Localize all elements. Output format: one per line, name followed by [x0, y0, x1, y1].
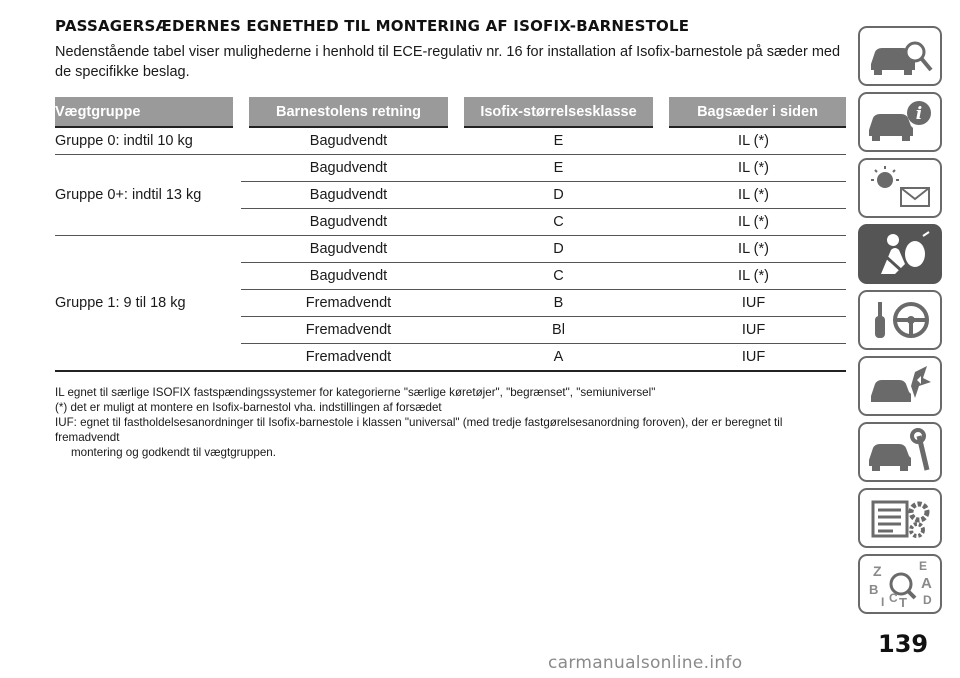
- note-iuf: IUF: egnet til fastholdelsesanordninger til Isofix-barnestole i klassen "universal" (med tredje fastgørelsesanordning foroven), der er beregnet til fremadvendt: [55, 416, 783, 444]
- chapter-tab-warning-lights[interactable]: [858, 158, 942, 218]
- seat-direction-cell: Bagudvendt: [241, 209, 456, 236]
- header-seat-direction: Barnestolens retning: [241, 97, 456, 127]
- rear-seat-cell: IL (*): [661, 236, 846, 263]
- table-row: [55, 127, 846, 155]
- chapter-tab-knowing-car[interactable]: [858, 26, 942, 86]
- seat-direction-cell: Fremadvendt: [241, 344, 456, 372]
- group-label: Gruppe 0+: indtil 13 kg: [55, 155, 241, 236]
- chapter-tab-dashboard[interactable]: [858, 92, 942, 152]
- note-iuf-continued: montering og godkendt til vægtgruppen.: [71, 446, 276, 459]
- car-accident-icon: [865, 362, 935, 410]
- rear-seat-cell: IL (*): [661, 182, 846, 209]
- watermark: carmanualsonline.info: [548, 653, 743, 673]
- chapter-tab-starting-driving[interactable]: [858, 290, 942, 350]
- car-search-icon: [865, 32, 935, 80]
- rear-seat-cell: IUF: [661, 317, 846, 344]
- size-class-cell: B: [456, 290, 661, 317]
- key-steering-wheel-icon: [865, 296, 935, 344]
- car-info-icon: [865, 98, 935, 146]
- size-class-cell: C: [456, 209, 661, 236]
- passenger-airbag-icon: [865, 230, 935, 278]
- seat-direction-cell: Fremadvendt: [241, 317, 456, 344]
- page-title: PASSAGERSÆDERNES EGNETHED TIL MONTERING AF ISOFIX-BARNESTOLE: [55, 17, 690, 35]
- rear-seat-cell: IUF: [661, 344, 846, 372]
- page-number: 139: [878, 630, 929, 658]
- note-il: IL egnet til særlige ISOFIX fastspændingssystemer for kategorierne "særlige køretøjer", "begrænset", "semiuniversel": [55, 386, 656, 399]
- size-class-cell: E: [456, 155, 661, 182]
- seat-direction-cell: Bagudvendt: [241, 155, 456, 182]
- rear-seat-cell: IL (*): [661, 263, 846, 290]
- specifications-gear-icon: [865, 494, 935, 542]
- table-row: [55, 155, 846, 182]
- rear-seat-cell: IL (*): [661, 155, 846, 182]
- car-wrench-icon: [865, 428, 935, 476]
- size-class-cell: D: [456, 182, 661, 209]
- index-letter: T: [899, 595, 907, 608]
- chapter-tab-technical-data[interactable]: [858, 488, 942, 548]
- index-letter: A: [921, 575, 932, 592]
- table-notes: [55, 385, 845, 460]
- size-class-cell: Bl: [456, 317, 661, 344]
- index-letter: Z: [873, 563, 882, 579]
- rear-seat-cell: IUF: [661, 290, 846, 317]
- alphabetical-index-icon: [865, 560, 935, 608]
- chapter-tab-emergency[interactable]: [858, 356, 942, 416]
- intro-text: Nedenstående tabel viser mulighederne i henhold til ECE-regulativ nr. 16 for installation af Isofix-barnestole på sæder med de specifikke beslag.: [55, 44, 841, 80]
- warning-light-message-icon: [865, 164, 935, 212]
- header-weight-group: Vægtgruppe: [55, 97, 241, 127]
- group-label: Gruppe 0: indtil 10 kg: [55, 127, 241, 155]
- isofix-table: [55, 97, 846, 372]
- table-header-row: [55, 97, 846, 127]
- seat-direction-cell: Bagudvendt: [241, 182, 456, 209]
- svg-text:i: i: [915, 104, 923, 124]
- seat-direction-cell: Fremadvendt: [241, 290, 456, 317]
- chapter-tab-safety[interactable]: [858, 224, 942, 284]
- size-class-cell: A: [456, 344, 661, 372]
- note-asterisk: (*) det er muligt at montere en Isofix-barnestol vha. indstillingen af forsædet: [55, 401, 442, 414]
- size-class-cell: C: [456, 263, 661, 290]
- chapter-tab-maintenance[interactable]: [858, 422, 942, 482]
- chapter-tab-index[interactable]: [858, 554, 942, 614]
- index-letter: B: [869, 582, 879, 597]
- seat-direction-cell: Bagudvendt: [241, 263, 456, 290]
- header-isofix-size: Isofix-størrelsesklasse: [456, 97, 661, 127]
- index-letter: E: [919, 560, 928, 573]
- seat-direction-cell: Bagudvendt: [241, 236, 456, 263]
- seat-direction-cell: Bagudvendt: [241, 127, 456, 155]
- table-row: [55, 236, 846, 263]
- index-letter: D: [923, 593, 932, 607]
- group-label: Gruppe 1: 9 til 18 kg: [55, 236, 241, 372]
- rear-seat-cell: IL (*): [661, 209, 846, 236]
- index-letter: I: [881, 595, 885, 608]
- header-rear-side-seats: Bagsæder i siden: [661, 97, 846, 127]
- size-class-cell: E: [456, 127, 661, 155]
- size-class-cell: D: [456, 236, 661, 263]
- index-letter: C: [889, 591, 898, 605]
- rear-seat-cell: IL (*): [661, 127, 846, 155]
